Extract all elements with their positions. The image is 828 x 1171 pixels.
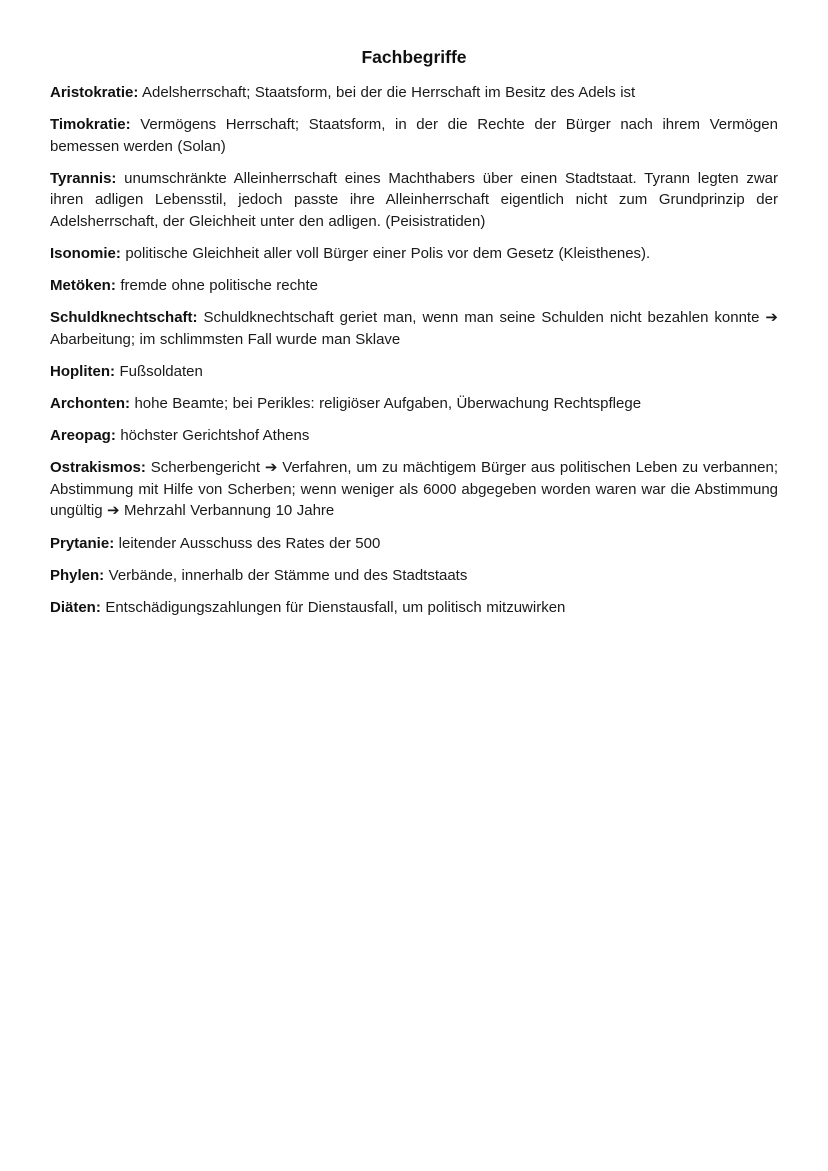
glossary-entry-areopag (50, 425, 778, 447)
term-definition: Fußsoldaten (119, 362, 203, 380)
term-definition: leitender Ausschuss des Rates der 500 (118, 534, 381, 552)
term-definition: Entschädigungszahlungen für Dienstausfall, um politisch mitzuwirken (105, 598, 566, 616)
term-label: Areopag: (50, 427, 116, 445)
term-definition: Scherbengericht ➔ Verfahren, um zu mächtigem Bürger aus politischen Leben zu verbannen; Abstimmung mit Hilfe von Scherben; wenn weniger als 6000 abgegeben worden waren war die Abstimmung ungültig ➔ Mehrzahl Verbannung 10 Jahre (50, 459, 778, 520)
term-definition: Verbände, innerhalb der Stämme und des Stadtstaats (108, 566, 468, 584)
term-definition: Adelsherrschaft; Staatsform, bei der die Herrschaft im Besitz des Adels ist (142, 84, 636, 101)
term-label: Phylen: (50, 566, 105, 584)
glossary-entry-schuldknechtschaft (50, 307, 778, 350)
term-label: Aristokratie: (50, 84, 139, 101)
term-definition: Schuldknechtschaft geriet man, wenn man seine Schulden nicht bezahlen konnte ➔ Abarbeitung; im schlimmsten Fall wurde man Sklave (50, 309, 779, 348)
term-definition: unumschränkte Alleinherrschaft eines Machthabers über einen Stadtstaat. Tyrann legten zwar ihren adligen Lebensstil, jedoch passte ihre Alleinherrschaft eigentlich nicht zum Grundprinzip der Adelsherrschaft, der Gleichheit unter den adligen. (Peisistratiden) (50, 169, 779, 230)
term-label: Metöken: (50, 277, 116, 295)
term-label: Tyrannis: (50, 169, 117, 187)
glossary-entry-timokratie (50, 114, 778, 157)
glossary-entry-isonomie (50, 243, 778, 265)
glossary-entry-diaeten (50, 597, 778, 619)
glossary-entry-prytanie (50, 533, 778, 555)
term-label: Prytanie: (50, 534, 115, 552)
glossary-entry-aristokratie (50, 82, 778, 104)
term-definition: Vermögens Herrschaft; Staatsform, in der die Rechte der Bürger nach ihrem Vermögen bemessen werden (Solan) (50, 116, 778, 155)
term-label: Hopliten: (50, 362, 115, 380)
term-label: Ostrakismos: (50, 459, 146, 477)
term-definition: politische Gleichheit aller voll Bürger einer Polis vor dem Gesetz (Kleisthenes). (125, 245, 651, 263)
glossary-entry-tyrannis (50, 168, 778, 233)
glossary-entry-phylen (50, 565, 778, 587)
glossary-entry-metoeken (50, 275, 778, 297)
term-definition: höchster Gerichtshof Athens (120, 427, 310, 445)
term-label: Diäten: (50, 598, 101, 616)
term-label: Schuldknechtschaft: (50, 309, 198, 327)
term-definition: hohe Beamte; bei Perikles: religiöser Aufgaben, Überwachung Rechtspflege (134, 395, 642, 413)
glossary-entry-hopliten (50, 361, 778, 383)
term-label: Timokratie: (50, 116, 131, 134)
glossary-entry-ostrakismos (50, 457, 778, 522)
term-label: Isonomie: (50, 245, 121, 263)
term-label: Archonten: (50, 395, 130, 413)
term-definition: fremde ohne politische rechte (120, 277, 318, 295)
page-title: Fachbegriffe (361, 47, 467, 67)
glossary-entry-archonten (50, 393, 778, 415)
